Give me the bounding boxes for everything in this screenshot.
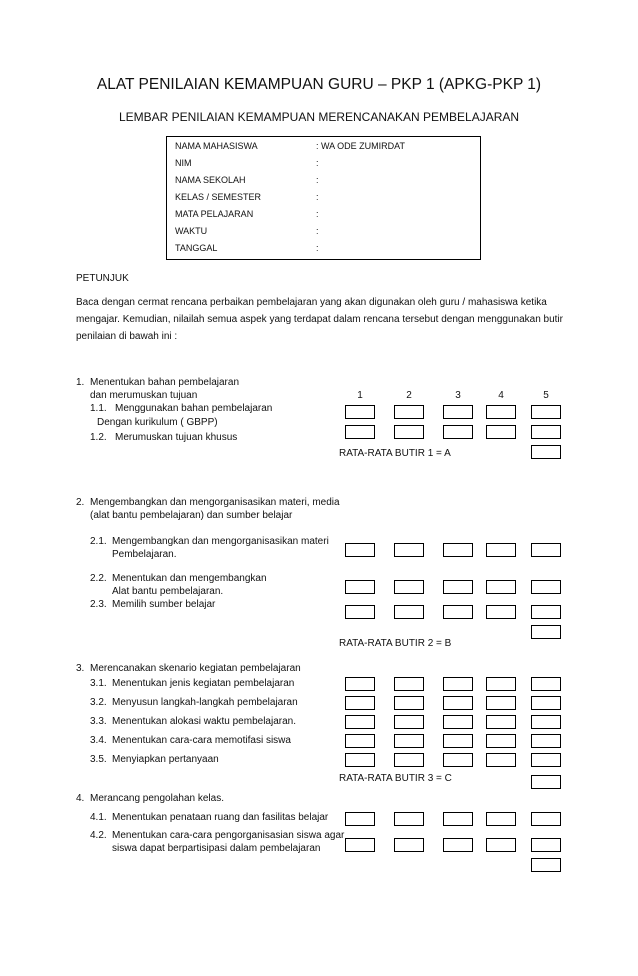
section-title: Menentukan bahan pembelajaran [90,377,239,388]
score-box[interactable] [531,605,561,619]
score-box[interactable] [486,405,516,419]
info-value: : [316,175,319,185]
section-title: Merancang pengolahan kelas. [90,793,224,804]
score-box[interactable] [531,677,561,691]
page-subtitle: LEMBAR PENILAIAN KEMAMPUAN MERENCANAKAN PEMBELAJARAN [118,110,520,124]
score-box[interactable] [394,715,424,729]
scale-label: 3 [455,390,461,401]
info-label: MATA PELAJARAN [175,209,254,219]
score-box[interactable] [394,696,424,710]
item-number: 1.2. [90,432,107,443]
score-box[interactable] [345,543,375,557]
section-number: 4. [76,793,85,804]
info-label: WAKTU [175,226,208,236]
score-box[interactable] [345,753,375,767]
score-box[interactable] [345,715,375,729]
item-number: 2.2. [90,573,107,584]
info-value: : [316,192,319,202]
score-box[interactable] [345,405,375,419]
item-text: Menyiapkan pertanyaan [112,754,219,765]
info-label: NAMA SEKOLAH [175,175,246,185]
score-box[interactable] [486,696,516,710]
score-box[interactable] [443,677,473,691]
average-label: RATA-RATA BUTIR 3 = C [339,773,452,784]
average-box[interactable] [531,445,561,459]
score-box[interactable] [394,838,424,852]
score-box[interactable] [443,715,473,729]
average-box[interactable] [531,858,561,872]
instructions-line: Baca dengan cermat rencana perbaikan pembelajaran yang akan digunakan oleh guru / mahasiswa ketika [76,297,547,308]
score-box[interactable] [531,753,561,767]
item-number: 3.2. [90,697,107,708]
section-title: Merencanakan skenario kegiatan pembelajaran [90,663,301,674]
score-box[interactable] [394,405,424,419]
score-box[interactable] [531,715,561,729]
score-box[interactable] [486,677,516,691]
score-box[interactable] [394,734,424,748]
info-value: : [316,243,319,253]
info-value: : [316,226,319,236]
scale-label: 4 [498,390,504,401]
section-number: 3. [76,663,85,674]
section-title: dan merumuskan tujuan [90,390,198,401]
score-box[interactable] [531,812,561,826]
score-box[interactable] [345,734,375,748]
score-box[interactable] [443,605,473,619]
score-box[interactable] [345,425,375,439]
score-box[interactable] [443,838,473,852]
score-box[interactable] [345,605,375,619]
score-box[interactable] [486,734,516,748]
item-number: 3.4. [90,735,107,746]
item-text: Dengan kurikulum ( GBPP) [97,417,218,428]
item-text: Mengembangkan dan mengorganisasikan materi [112,536,329,547]
item-text: Menentukan cara-cara memotifasi siswa [112,735,291,746]
score-box[interactable] [345,677,375,691]
item-text: Merumuskan tujuan khusus [115,432,238,443]
score-box[interactable] [531,580,561,594]
section-number: 1. [76,377,85,388]
item-text: Menentukan penataan ruang dan fasilitas belajar [112,812,329,823]
info-label: NIM [175,158,192,168]
score-box[interactable] [531,425,561,439]
item-number: 1.1. [90,403,107,414]
info-label: KELAS / SEMESTER [175,192,262,202]
item-number: 3.5. [90,754,107,765]
info-value: : [316,209,319,219]
item-text: Memilih sumber belajar [112,599,216,610]
score-box[interactable] [345,696,375,710]
scale-label: 5 [543,390,549,401]
score-box[interactable] [443,405,473,419]
score-box[interactable] [394,580,424,594]
score-box[interactable] [394,812,424,826]
item-number: 4.2. [90,830,107,841]
score-box[interactable] [486,605,516,619]
score-box[interactable] [443,812,473,826]
instructions-line: penilaian di bawah ini : [76,331,178,342]
item-text: Alat bantu pembelajaran. [112,586,224,597]
item-text: siswa dapat berpartisipasi dalam pembelajaran [112,843,321,854]
score-box[interactable] [443,696,473,710]
score-box[interactable] [345,580,375,594]
score-box[interactable] [531,838,561,852]
score-box[interactable] [531,734,561,748]
section-number: 2. [76,497,85,508]
section-title: Mengembangkan dan mengorganisasikan materi, media [90,497,340,508]
average-box[interactable] [531,775,561,789]
score-box[interactable] [486,753,516,767]
score-box[interactable] [531,696,561,710]
section-title: (alat bantu pembelajaran) dan sumber belajar [90,510,293,521]
info-value: : WA ODE ZUMIRDAT [316,141,405,151]
scale-label: 2 [406,390,412,401]
score-box[interactable] [345,838,375,852]
score-box[interactable] [443,753,473,767]
average-label: RATA-RATA BUTIR 1 = A [339,448,451,459]
score-box[interactable] [443,734,473,748]
score-box[interactable] [486,425,516,439]
info-label: TANGGAL [175,243,218,253]
item-text: Menentukan cara-cara pengorganisasian siswa agar [112,830,345,841]
scale-label: 1 [357,390,363,401]
item-number: 4.1. [90,812,107,823]
item-text: Menggunakan bahan pembelajaran [115,403,273,414]
item-number: 3.3. [90,716,107,727]
instructions-heading: PETUNJUK [76,273,129,284]
item-number: 2.1. [90,536,107,547]
score-box[interactable] [443,580,473,594]
item-text: Pembelajaran. [112,549,177,560]
item-text: Menyusun langkah-langkah pembelajaran [112,697,298,708]
instructions-line: mengajar. Kemudian, nilailah semua aspek yang terdapat dalam rencana tersebut dengan menggunakan butir [76,314,563,325]
score-box[interactable] [486,543,516,557]
score-box[interactable] [394,605,424,619]
score-box[interactable] [443,543,473,557]
average-label: RATA-RATA BUTIR 2 = B [339,638,452,649]
item-text: Menentukan jenis kegiatan pembelajaran [112,678,295,689]
info-value: : [316,158,319,168]
score-box[interactable] [394,543,424,557]
score-box[interactable] [486,715,516,729]
score-box[interactable] [394,753,424,767]
info-label: NAMA MAHASISWA [175,141,258,151]
item-text: Menentukan dan mengembangkan [112,573,267,584]
score-box[interactable] [531,543,561,557]
score-box[interactable] [345,812,375,826]
score-box[interactable] [486,580,516,594]
score-box[interactable] [486,838,516,852]
item-text: Menentukan alokasi waktu pembelajaran. [112,716,296,727]
score-box[interactable] [531,405,561,419]
average-box[interactable] [531,625,561,639]
score-box[interactable] [486,812,516,826]
score-box[interactable] [394,425,424,439]
page-title: ALAT PENILAIAN KEMAMPUAN GURU – PKP 1 (APKG-PKP 1) [96,76,542,93]
score-box[interactable] [443,425,473,439]
item-number: 3.1. [90,678,107,689]
item-number: 2.3. [90,599,107,610]
score-box[interactable] [394,677,424,691]
